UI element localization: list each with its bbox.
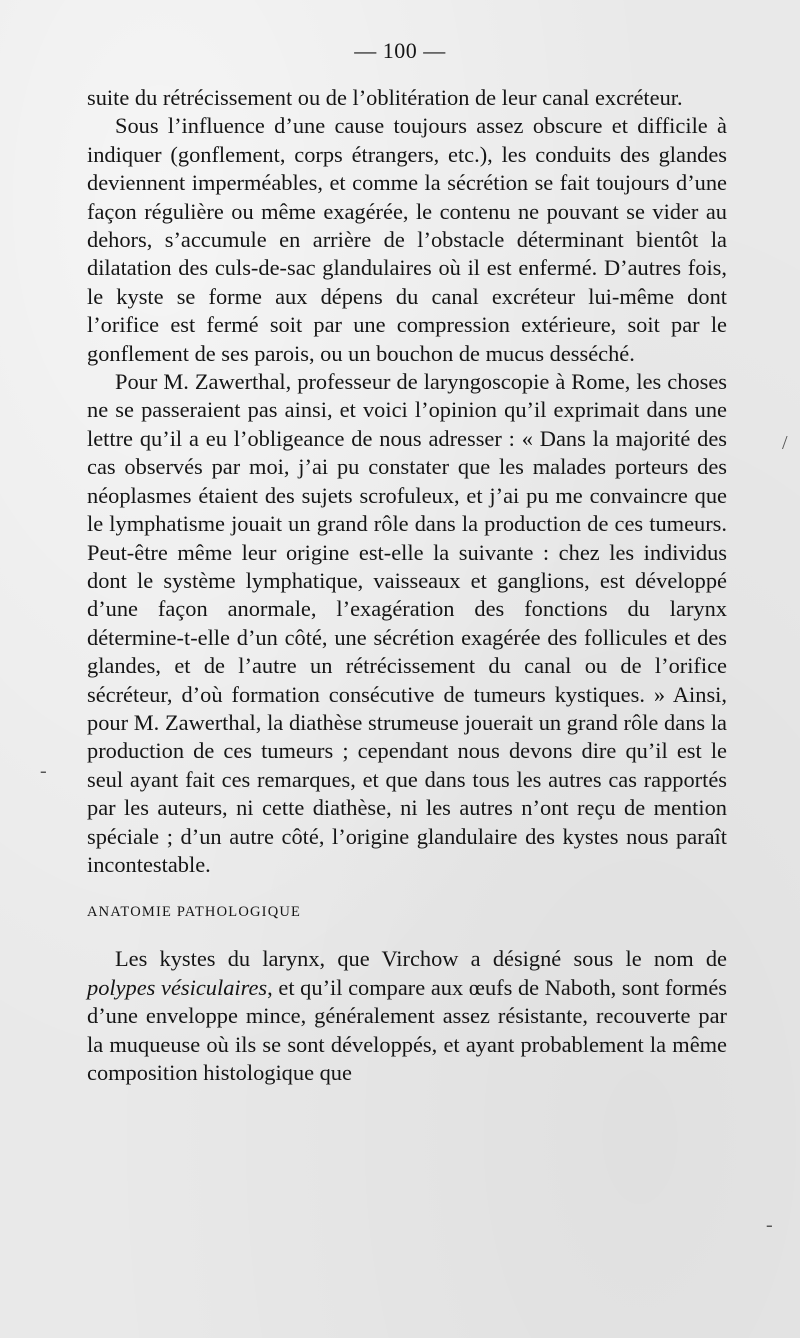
paragraph-anatomy	[87, 945, 727, 1087]
page-number: — 100 —	[354, 38, 446, 63]
margin-dash-mark: -	[40, 760, 47, 782]
paragraph-continuation: suite du rétrécissement ou de l’oblitération de leur canal excréteur.	[87, 85, 683, 110]
body-text	[87, 84, 727, 1087]
paragraph-obstruction: Sous l’influence d’une cause toujours assez obscure et difficile à indiquer (gonflement, corps étrangers, etc.), les conduits des glandes deviennent imperméables, et comme la sécrétion se fait toujours d’une façon régulière ou même exagérée, le contenu ne pouvant se vider au dehors, s’accumule en arrière de l’obstacle déterminant bientôt la dilatation des culs-de-sac glandulaires où il est enfermé. D’autres fois, le kyste se forme aux dépens du canal excréteur lui-même dont l’orifice est fermé soit par une compression extérieure, soit par le gonflement de ses parois, ou un bouchon de mucus desséché.	[87, 113, 727, 366]
section-heading: ANATOMIE PATHOLOGIQUE	[87, 904, 302, 921]
margin-dash-mark-bottom: -	[766, 1214, 773, 1236]
paragraph-zawerthal: Pour M. Zawerthal, professeur de laryngoscopie à Rome, les choses ne se passeraient pas ainsi, et voici l’opinion qu’il exprimait dans une lettre qu’il a eu l’obligeance de nous adresser : « Dans la majorité des cas observés par moi, j’ai pu constater que les malades porteurs des néoplasmes étaient des sujets scrofuleux, et j’ai pu me convaincre que le lymphatisme jouait un grand rôle dans la production de ces tumeurs. Peut-être même leur origine est-elle la suivante : chez les individus dont le système lymphatique, vaisseaux et ganglions, est développé d’une façon anormale, l’exagération des fonctions du larynx détermine-t-elle d’un côté, une sécrétion exagérée des follicules et des glandes, et de l’autre un rétrécissement du canal ou de l’orifice sécréteur, d’où formation consécutive de tumeurs kystiques. » Ainsi, pour M. Zawerthal, la diathèse strumeuse jouerait un grand rôle dans la production de ces tumeurs ; cependant nous devons dire qu’il est le seul ayant fait ces remarques, et que dans tous les autres cas rapportés par les auteurs, ni cette diathèse, ni les autres n’ont reçu de mention spéciale ; d’un autre côté, l’origine glandulaire des kystes nous paraît incontestable.	[87, 369, 727, 877]
anatomy-text-part2: , et qu’il compare aux œufs de Naboth, sont formés d’une enveloppe mince, généralement assez résistante, recouverte par la muqueuse où ils se sont développés, et ayant probablement la même composition histologique que	[87, 974, 728, 1085]
anatomy-italic-term: polypes vésiculaires	[87, 974, 268, 1000]
anatomy-text-part1: Les kystes du larynx, que Virchow a désigné sous le nom de	[115, 946, 727, 972]
margin-tick-mark: /	[782, 432, 788, 454]
